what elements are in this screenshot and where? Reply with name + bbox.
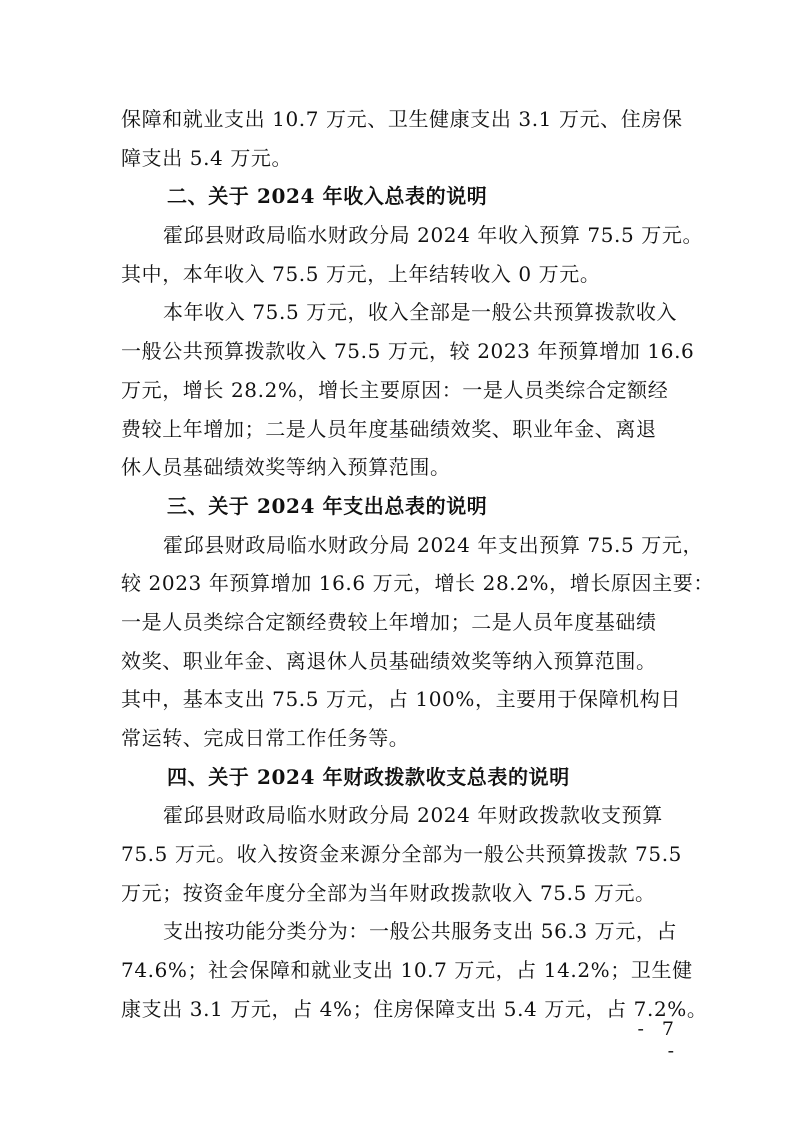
section-heading-fiscal-appropriation: 四、关于 2024 年财政拨款收支总表的说明 xyxy=(167,764,570,789)
text-line: 霍邱县财政局临水财政分局 2024 年收入预算 75.5 万元。 xyxy=(163,223,704,248)
text-line: 常运转、完成日常工作任务等。 xyxy=(121,726,410,750)
section-heading-expenditure-summary: 三、关于 2024 年支出总表的说明 xyxy=(167,493,488,518)
text-line: 费较上年增加；二是人员年度基础绩效奖、职业年金、离退 xyxy=(121,416,657,441)
text-line: 保障和就业支出 10.7 万元、卫生健康支出 3.1 万元、住房保 xyxy=(121,107,683,131)
text-line: 万元；按资金年度分全部为当年财政拨款收入 75.5 万元。 xyxy=(121,880,656,905)
body-text xyxy=(121,100,714,1029)
text-line: 康支出 3.1 万元，占 4%；住房保障支出 5.4 万元，占 7.2%。 xyxy=(121,996,708,1021)
text-line: 霍邱县财政局临水财政分局 2024 年支出预算 75.5 万元， xyxy=(163,532,704,557)
text-line: 一般公共预算拨款收入 75.5 万元，较 2023 年预算增加 16.6 xyxy=(121,339,695,364)
text-line: 一是人员类综合定额经费较上年增加；二是人员年度基础绩 xyxy=(121,609,657,634)
page-number: - 7 - xyxy=(637,1018,680,1062)
text-line: 其中，本年收入 75.5 万元，上年结转收入 0 万元。 xyxy=(121,261,601,286)
text-line: 效奖、职业年金、离退休人员基础绩效奖等纳入预算范围。 xyxy=(121,648,657,673)
text-line: 霍邱县财政局临水财政分局 2024 年财政拨款收支预算 xyxy=(163,803,663,828)
text-line: 支出按功能分类分为：一般公共服务支出 56.3 万元，占 xyxy=(163,919,678,944)
text-line: 74.6%；社会保障和就业支出 10.7 万元，占 14.2%；卫生健 xyxy=(121,958,693,983)
text-line: 万元，增长 28.2%，增长主要原因：一是人员类综合定额经 xyxy=(121,377,669,402)
text-line: 本年收入 75.5 万元，收入全部是一般公共预算拨款收入 xyxy=(163,300,678,325)
text-line: 其中，基本支出 75.5 万元，占 100%，主要用于保障机构日 xyxy=(121,687,681,712)
text-line: 75.5 万元。收入按资金来源分全部为一般公共预算拨款 75.5 xyxy=(121,842,682,867)
text-line: 较 2023 年预算增加 16.6 万元，增长 28.2%，增长原因主要： xyxy=(121,571,714,596)
text-line: 障支出 5.4 万元。 xyxy=(121,145,293,170)
section-heading-income-summary: 二、关于 2024 年收入总表的说明 xyxy=(167,184,488,209)
text-line: 休人员基础绩效奖等纳入预算范围。 xyxy=(121,455,451,480)
